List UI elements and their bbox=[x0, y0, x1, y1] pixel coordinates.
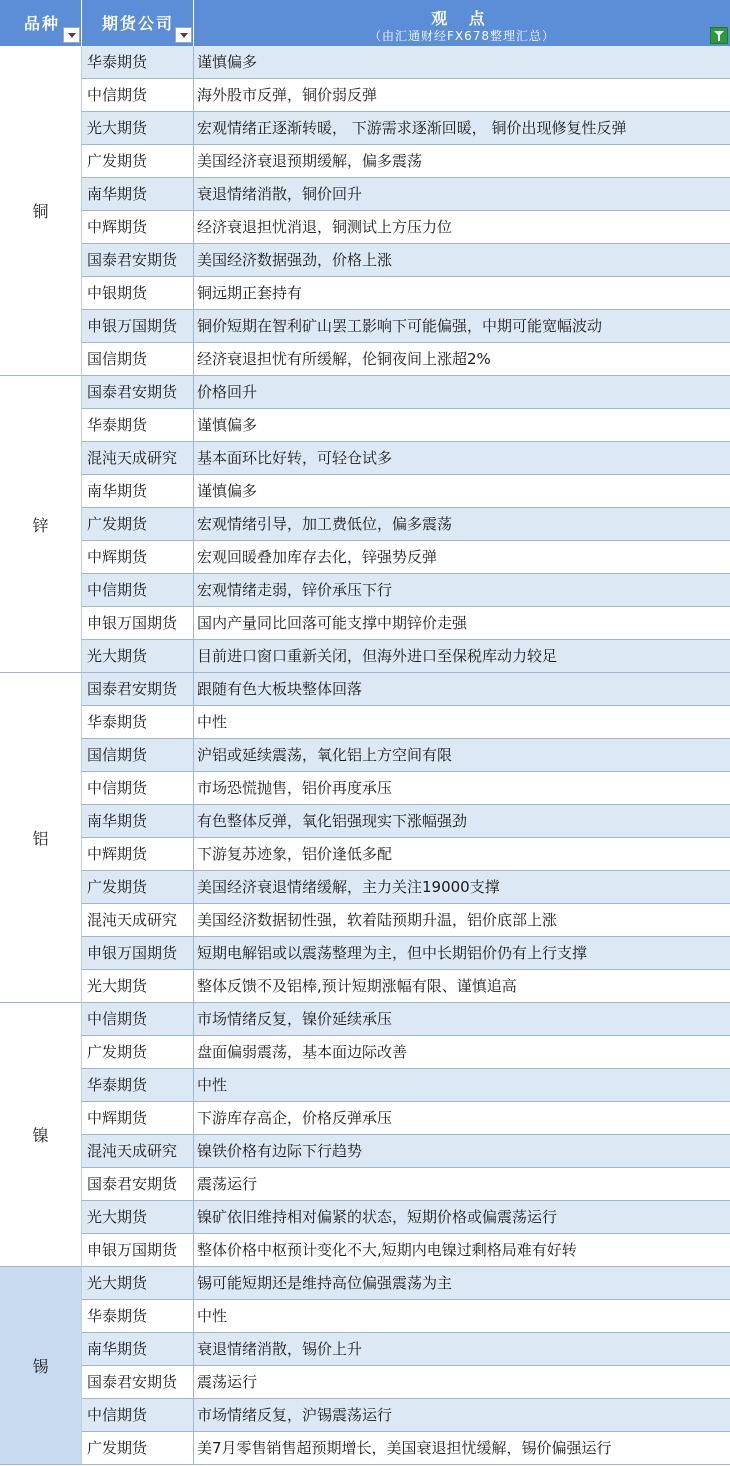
variety-cell: 铜 bbox=[0, 46, 82, 376]
company-cell: 广发期货 bbox=[82, 145, 194, 177]
table-row bbox=[82, 343, 730, 376]
table-row bbox=[82, 838, 730, 871]
header-company-label: 期货公司 bbox=[102, 14, 175, 33]
view-cell: 整体反馈不及铝棒,预计短期涨幅有限、谨慎追高 bbox=[197, 977, 517, 995]
view-cell: 下游库存高企，价格反弹承压 bbox=[197, 1109, 393, 1127]
table-row bbox=[82, 475, 730, 508]
table-row bbox=[82, 1003, 730, 1036]
table-body bbox=[0, 46, 730, 1465]
company-cell: 华泰期货 bbox=[82, 409, 194, 441]
table-row bbox=[82, 112, 730, 145]
company-cell: 中银期货 bbox=[82, 277, 194, 309]
company-cell: 中信期货 bbox=[82, 1003, 194, 1035]
company-cell: 中信期货 bbox=[82, 772, 194, 804]
company-cell: 南华期货 bbox=[82, 805, 194, 837]
variety-group bbox=[0, 376, 730, 673]
company-cell: 光大期货 bbox=[82, 112, 194, 144]
header-view-subtitle: （由汇通财经FX678整理汇总） bbox=[368, 29, 556, 43]
view-cell: 美7月零售销售超预期增长，美国衰退担忧缓解，锡价偏强运行 bbox=[197, 1439, 612, 1457]
company-cell: 华泰期货 bbox=[82, 1069, 194, 1101]
table-row bbox=[82, 673, 730, 706]
variety-cell: 铝 bbox=[0, 673, 82, 1003]
company-cell: 广发期货 bbox=[82, 1432, 194, 1464]
dropdown-arrow-icon[interactable] bbox=[63, 27, 80, 43]
company-cell: 光大期货 bbox=[82, 970, 194, 1002]
company-cell: 光大期货 bbox=[82, 640, 194, 672]
table-row bbox=[82, 1201, 730, 1234]
table-row bbox=[82, 46, 730, 79]
table-row bbox=[82, 178, 730, 211]
variety-cell: 镍 bbox=[0, 1003, 82, 1267]
table-row bbox=[82, 607, 730, 640]
view-cell: 宏观情绪走弱，锌价承压下行 bbox=[197, 581, 393, 599]
company-cell: 华泰期货 bbox=[82, 46, 194, 78]
company-cell: 广发期货 bbox=[82, 1036, 194, 1068]
company-cell: 国泰君安期货 bbox=[82, 673, 194, 705]
view-cell: 铜价短期在智利矿山罢工影响下可能偏强，中期可能宽幅波动 bbox=[197, 317, 603, 335]
table-row bbox=[82, 706, 730, 739]
header-view-title: 观 点 bbox=[431, 9, 493, 28]
table-row bbox=[82, 1036, 730, 1069]
view-cell: 衰退情绪消散，锡价上升 bbox=[197, 1340, 363, 1358]
view-cell: 海外股市反弹，铜价弱反弹 bbox=[197, 86, 378, 104]
company-cell: 混沌天成研究 bbox=[82, 904, 194, 936]
table-row bbox=[82, 1333, 730, 1366]
variety-group bbox=[0, 1003, 730, 1267]
company-cell: 国信期货 bbox=[82, 343, 194, 375]
table-row bbox=[82, 211, 730, 244]
table-row bbox=[82, 310, 730, 343]
view-cell: 谨慎偏多 bbox=[197, 53, 258, 71]
company-cell: 光大期货 bbox=[82, 1201, 194, 1233]
view-cell: 沪铝或延续震荡，氧化铝上方空间有限 bbox=[197, 746, 453, 764]
table-row bbox=[82, 1135, 730, 1168]
view-cell: 市场恐慌抛售，铝价再度承压 bbox=[197, 779, 393, 797]
view-cell: 有色整体反弹，氧化铝强现实下涨幅强劲 bbox=[197, 812, 468, 830]
table-row bbox=[82, 541, 730, 574]
view-cell: 铜远期正套持有 bbox=[197, 284, 303, 302]
company-cell: 华泰期货 bbox=[82, 1300, 194, 1332]
company-cell: 南华期货 bbox=[82, 475, 194, 507]
table-row bbox=[82, 640, 730, 673]
table-row bbox=[82, 409, 730, 442]
table-row bbox=[82, 277, 730, 310]
view-cell: 短期电解铝或以震荡整理为主，但中长期铝价仍有上行支撑 bbox=[197, 944, 588, 962]
view-cell: 镍矿依旧维持相对偏紧的状态，短期价格或偏震荡运行 bbox=[197, 1208, 558, 1226]
table-row bbox=[82, 904, 730, 937]
table-row bbox=[82, 1366, 730, 1399]
view-cell: 震荡运行 bbox=[197, 1373, 258, 1391]
view-cell: 美国经济衰退预期缓解，偏多震荡 bbox=[197, 152, 423, 170]
table-row bbox=[82, 739, 730, 772]
variety-group bbox=[0, 46, 730, 376]
variety-rows bbox=[82, 1267, 730, 1465]
variety-group bbox=[0, 1267, 730, 1465]
table-row bbox=[82, 1300, 730, 1333]
table-row bbox=[82, 970, 730, 1003]
variety-group bbox=[0, 673, 730, 1003]
header-view bbox=[194, 0, 730, 46]
company-cell: 中辉期货 bbox=[82, 541, 194, 573]
view-cell: 宏观情绪正逐渐转暖， 下游需求逐渐回暖， 铜价出现修复性反弹 bbox=[197, 119, 627, 137]
company-cell: 申银万国期货 bbox=[82, 1234, 194, 1266]
view-cell: 经济衰退担忧消退，铜测试上方压力位 bbox=[197, 218, 453, 236]
variety-rows bbox=[82, 46, 730, 376]
table-row bbox=[82, 508, 730, 541]
view-cell: 经济衰退担忧有所缓解，伦铜夜间上涨超2% bbox=[197, 350, 491, 368]
view-cell: 盘面偏弱震荡，基本面边际改善 bbox=[197, 1043, 408, 1061]
variety-cell: 锡 bbox=[0, 1267, 82, 1465]
view-cell: 美国经济数据韧性强，软着陆预期升温，铝价底部上涨 bbox=[197, 911, 558, 929]
company-cell: 混沌天成研究 bbox=[82, 1135, 194, 1167]
header-variety-label: 品种 bbox=[24, 14, 61, 33]
view-cell: 市场情绪反复，镍价延续承压 bbox=[197, 1010, 393, 1028]
variety-rows bbox=[82, 1003, 730, 1267]
table-row bbox=[82, 376, 730, 409]
view-cell: 谨慎偏多 bbox=[197, 416, 258, 434]
view-cell: 下游复苏迹象，铝价逢低多配 bbox=[197, 845, 393, 863]
view-cell: 目前进口窗口重新关闭，但海外进口至保税库动力较足 bbox=[197, 647, 558, 665]
table-row bbox=[82, 805, 730, 838]
company-cell: 混沌天成研究 bbox=[82, 442, 194, 474]
view-cell: 中性 bbox=[197, 713, 228, 731]
view-cell: 中性 bbox=[197, 1307, 228, 1325]
table-row bbox=[82, 574, 730, 607]
variety-cell: 锌 bbox=[0, 376, 82, 673]
view-cell: 价格回升 bbox=[197, 383, 258, 401]
table-row bbox=[82, 1069, 730, 1102]
table-row bbox=[82, 1267, 730, 1300]
view-cell: 衰退情绪消散，铜价回升 bbox=[197, 185, 363, 203]
table-row bbox=[82, 1399, 730, 1432]
table-row bbox=[82, 772, 730, 805]
company-cell: 广发期货 bbox=[82, 871, 194, 903]
view-cell: 国内产量同比回落可能支撑中期锌价走强 bbox=[197, 614, 468, 632]
company-cell: 国信期货 bbox=[82, 739, 194, 771]
view-cell: 镍铁价格有边际下行趋势 bbox=[197, 1142, 363, 1160]
view-cell: 宏观情绪引导，加工费低位，偏多震荡 bbox=[197, 515, 453, 533]
company-cell: 中辉期货 bbox=[82, 1102, 194, 1134]
view-cell: 美国经济数据强劲，价格上涨 bbox=[197, 251, 393, 269]
view-cell: 中性 bbox=[197, 1076, 228, 1094]
table-row bbox=[82, 937, 730, 970]
company-cell: 申银万国期货 bbox=[82, 937, 194, 969]
company-cell: 国泰君安期货 bbox=[82, 1366, 194, 1398]
company-cell: 中信期货 bbox=[82, 79, 194, 111]
company-cell: 中辉期货 bbox=[82, 211, 194, 243]
company-cell: 广发期货 bbox=[82, 508, 194, 540]
company-cell: 中辉期货 bbox=[82, 838, 194, 870]
company-cell: 申银万国期货 bbox=[82, 310, 194, 342]
variety-rows bbox=[82, 673, 730, 1003]
view-cell: 锡可能短期还是维持高位偏强震荡为主 bbox=[197, 1274, 453, 1292]
company-cell: 中信期货 bbox=[82, 1399, 194, 1431]
variety-rows bbox=[82, 376, 730, 673]
table-row bbox=[82, 244, 730, 277]
table-row bbox=[82, 1168, 730, 1201]
header-variety bbox=[0, 0, 82, 46]
table-row bbox=[82, 1432, 730, 1465]
company-cell: 国泰君安期货 bbox=[82, 376, 194, 408]
company-cell: 国泰君安期货 bbox=[82, 244, 194, 276]
table-row bbox=[82, 79, 730, 112]
view-cell: 谨慎偏多 bbox=[197, 482, 258, 500]
dropdown-arrow-icon[interactable] bbox=[175, 27, 192, 43]
view-cell: 美国经济衰退情绪缓解，主力关注19000支撑 bbox=[197, 878, 500, 896]
table-row bbox=[82, 1234, 730, 1267]
company-cell: 中信期货 bbox=[82, 574, 194, 606]
view-cell: 市场情绪反复，沪锡震荡运行 bbox=[197, 1406, 393, 1424]
view-cell: 宏观回暖叠加库存去化，锌强势反弹 bbox=[197, 548, 438, 566]
view-cell: 基本面环比好转，可轻仓试多 bbox=[197, 449, 393, 467]
table-row bbox=[82, 1102, 730, 1135]
view-cell: 跟随有色大板块整体回落 bbox=[197, 680, 363, 698]
company-cell: 申银万国期货 bbox=[82, 607, 194, 639]
view-cell: 整体价格中枢预计变化不大,短期内电镍过剩格局难有好转 bbox=[197, 1241, 577, 1259]
filter-icon[interactable] bbox=[710, 27, 728, 44]
table-row bbox=[82, 442, 730, 475]
table-header bbox=[0, 0, 730, 46]
view-cell: 震荡运行 bbox=[197, 1175, 258, 1193]
table-row bbox=[82, 145, 730, 178]
company-cell: 光大期货 bbox=[82, 1267, 194, 1299]
table-row bbox=[82, 871, 730, 904]
company-cell: 国泰君安期货 bbox=[82, 1168, 194, 1200]
company-cell: 南华期货 bbox=[82, 1333, 194, 1365]
company-cell: 南华期货 bbox=[82, 178, 194, 210]
company-cell: 华泰期货 bbox=[82, 706, 194, 738]
